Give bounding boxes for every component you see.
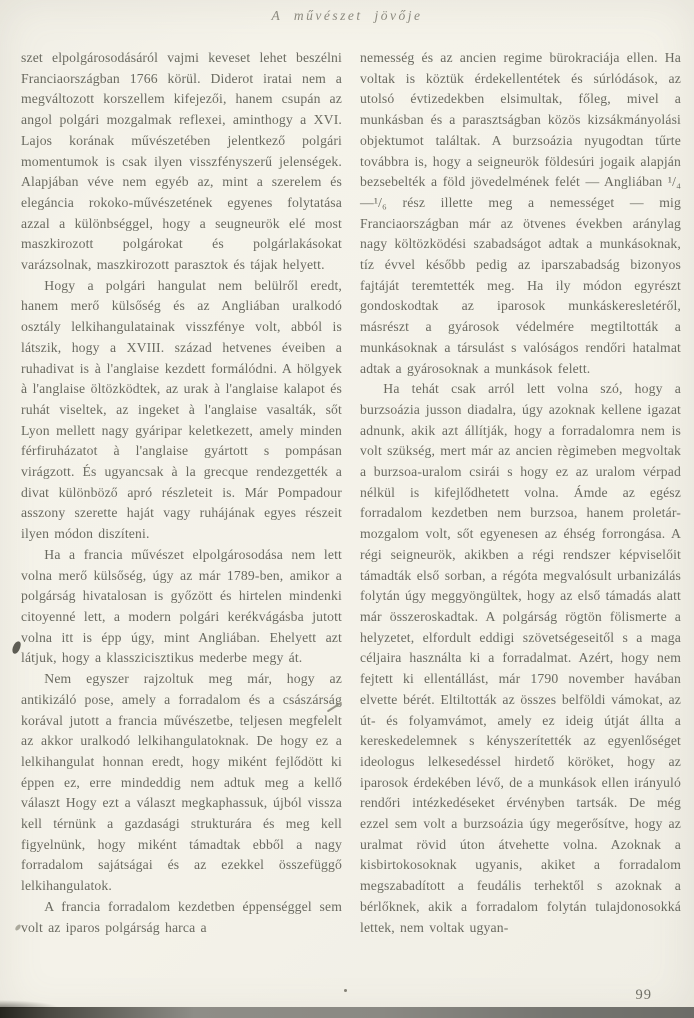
running-head-title: A művészet jövője xyxy=(271,8,423,23)
paragraph: Nem egyszer rajzoltuk meg már, hogy az antikizáló pose, amely a forradalom és a császárság korával jutott a francia művészetbe, teljesen megfelelt az akkor uralkodó lelkihangulatoknak. De hogy ez a lelkihangulat honnan eredt, hogy miként fejlődött ki éppen ez, erre mindeddig nem adtuk meg a kellő választ Hogy ezt a választ megkaphassuk, újból vissza kell térnünk a gazdasági strukturára és meg kell figyelnünk, hogy miként támadtak ebből a nagy forradalom sajátságai és az ezekkel összefüggő lelkihangulatok. xyxy=(21,671,342,894)
scan-bottom-edge xyxy=(0,1007,694,1018)
paragraph: Hogy a polgári hangulat nem belülről eredt, hanem merő külsőség és az Angliában uralkodó osztály lelkihangulatainak visszfénye volt, abból is látszik, hogy a XVIII. század hetvenes éveiben a ruhadivat is à l'anglaise kezdett formálódni. A hölgyek à l'anglaise öltözködtek, az urak à l'anglaise kalapot és ruhát viseltek, az ingeket à l'anglaise vasalták, sőt Lyon mellett nagy gyáripar keletkezett, amely minden férfiruházatot à l'anglaise gyártott s pompásan virágzott. És ugyancsak à la grecque rendezgették a divat különböző apró részleteit is. Már Pompadour asszony szerette haját vagy ruhájának egyes részeit ilyen módon diszíteni. xyxy=(21,277,342,542)
speck-artifact xyxy=(344,989,347,992)
paragraph: szet elpolgárosodásáról vajmi keveset lehet beszélni Franciaországban 1766 körül. Diderot iratai nem a megváltozott korszellem kifejezői, hanem csupán az angol polgári mozgalmak reflexei, aminthogy a XVI. Lajos korának művészetében jelentkező polgári momentumok is csak ilyen visszfényszerű jelenségek. Alapjában véve nem egyéb az, mint a szerelem és elegáncia rokoko-művészetének egyenes folytatása azzal a különbséggel, hogy a seugneurök elé most maszkirozott polgárokat és polgárlakásokat varázsolnak, maszkirozott parasztok és tájak helyett. xyxy=(21,50,342,273)
left-column xyxy=(21,48,342,938)
paragraph: A francia forradalom kezdetben éppenséggel sem volt az iparos polgárság harca a xyxy=(21,898,342,935)
paragraph: Ha tehát csak arról lett volna szó, hogy a burzsoázia jusson diadalra, úgy azoknak kellene igazat adnunk, akik azt állítják, hogy a forradalomra nem is volt szükség, mert már az ancien règimeben megvoltak a burzsoa-uralom csirái s hogy ez az uralom vérpad nélkül is kifejlődhetett volna. Ámde az egész forradalom kezdetben nem burzsoa, hanem proletár-mozgalom volt, sőt egyenesen az éhség forrongása. A régi seigneurök, akikben a régi rendszer képviselőit támadták első sorban, a régóta megvalósult urbanizálás folytán úgy meggyöngültek, hogy az első támadás alatt már összeroskadtak. A polgárság rögtön fölismerte a helyzetet, elfordult eddigi szövetségeseitől s a maga céljaira használta ki a forradalmat. Azért, hogy nem fejtett ki ellentállást, már 1790 november havában elvette bérét. Eltiltották az összes belföldi vámokat, az út- és folyamvámot, amely ez ideig útját állta a kereskedelemnek s kényszerítették az egyenlőséget ideologus lelkesedéssel hirdető köröket, hogy az iparosok érdekében lévő, de a munkások ellen irányuló rendőri intézkedéseket érvényben tartsák. De még ezzel sem volt a burzsoázia úgy megerősítve, hogy az uralmat rövid úton átvehette volna. Azoknak a kisbirtokosoknak ugyanis, akiket a forradalom megszabadított a feudális terhektől s azoknak a bérlőknek, akik a forradalom folytán tulajdonosokká lettek, nem voltak ugyan- xyxy=(360,381,681,935)
paragraph: nemesség és az ancien regime bürokraciája ellen. Ha voltak is köztük érdekellentétek és súrlódások, az utolsó évtizedekben elsimultak, főleg, mivel a munkásban és a parasztságban közös kizsákmányolási objektumot találtak. A burzsoázia nyugodtan tűrte továbbra is, hogy a seigneurök földesúri jogaik alapján bezsebelték a föld jövedelmének felét — Angliában ¹/₄—¹/₆ rész illette meg a nemességet — mig Franciaországban már az ötvenes években aránylag nagy költözködési szabadságot adtak a munkásoknak, tíz évvel később pedig az iparszabadság bizonyos fajtáját teremtették meg. Ha ily módon egyrészt gondoskodtak az iparosok munkáskeresletéről, másrészt a gyárosok védelmére megtiltották a munkásoknak a társulást s valóságos rendőri hatalmat adtak a gyárosoknak a munkások felett. xyxy=(360,50,681,376)
page-number: 99 xyxy=(635,987,652,1003)
text-columns xyxy=(0,48,694,938)
right-column xyxy=(360,48,681,938)
paragraph: Ha a francia művészet elpolgárosodása nem lett volna merő külsőség, úgy az már 1789-ben, amikor a polgárság hivatalosan is győzött és hirtelen mindenki citoyenné lett, a modern polgári kerékvágásba jutott volna itt is épp úgy, mint Angliában. Ehelyett azt látjuk, hogy a klasszicisztikus mederbe megy át. xyxy=(21,546,342,666)
